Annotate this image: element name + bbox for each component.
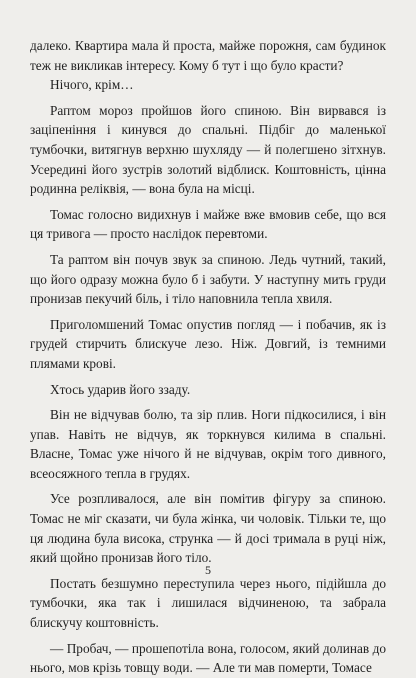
page-number: 5	[205, 563, 211, 577]
paragraph-3: Раптом мороз пройшов його спиною. Він вирвався із заціпеніння і кинувся до спальні. Підбіг до маленької тумбочки, витягнув верхню шухляду — й полегшено зітхнув. Усередині його зустрів золотий відблиск. Коштовність, цінна родинна реліквія, — вона була на місці.	[30, 102, 386, 197]
paragraph-6: Приголомшений Томас опустив погляд — і побачив, як із грудей стирчить блискуче лезо. Ніж. Довгий, із темними плямами крові.	[30, 316, 386, 371]
paragraph-7: Хтось ударив його ззаду.	[50, 381, 191, 397]
paragraph-5: Та раптом він почув звук за спиною. Ледь чутний, такий, що його одразу можна було б і забути. У наступну мить груди пронизав пекучий біль, і тіло наповнила тепла хвиля.	[30, 251, 386, 307]
paragraph-4: Томас голосно видихнув і майже вже вмовив себе, що вся ця тривога — просто наслідок перевтоми.	[30, 206, 386, 242]
paragraph-1: далеко. Квартира мала й проста, майже порожня, сам будинок теж не викликав інтересу. Кому б тут і що було красти?	[30, 38, 386, 73]
paragraph-10: Постать безшумно переступила через нього, підійшла до тумбочки, яка так і лишилася відчиненою, та забрала блискучу коштовність.	[30, 575, 386, 631]
paragraph-11: — Пробач, — прошепотіла вона, голосом, який долинав до нього, мов крізь товщу води. — Але ти мав померти, Томасе	[30, 640, 386, 676]
paragraph-2: Нічого, крім…	[50, 77, 134, 93]
book-page-text	[30, 36, 386, 678]
paragraph-9: Усе розпливалося, але він помітив фігуру за спиною. Томас не міг сказати, чи була жінка, чи чоловік. Тільки те, що ця людина була висока, струнка — й досі тримала в руці ніж, який щойно пронизав його тіло.	[30, 491, 386, 566]
paragraph-8: Він не відчував болю, та зір плив. Ноги підкосилися, і він упав. Навіть не відчув, як торкнувся килима в спальні. Власне, Томас уже нічого й не відчував, окрім того дивного, всеосяжного тепла в грудях.	[30, 407, 386, 481]
